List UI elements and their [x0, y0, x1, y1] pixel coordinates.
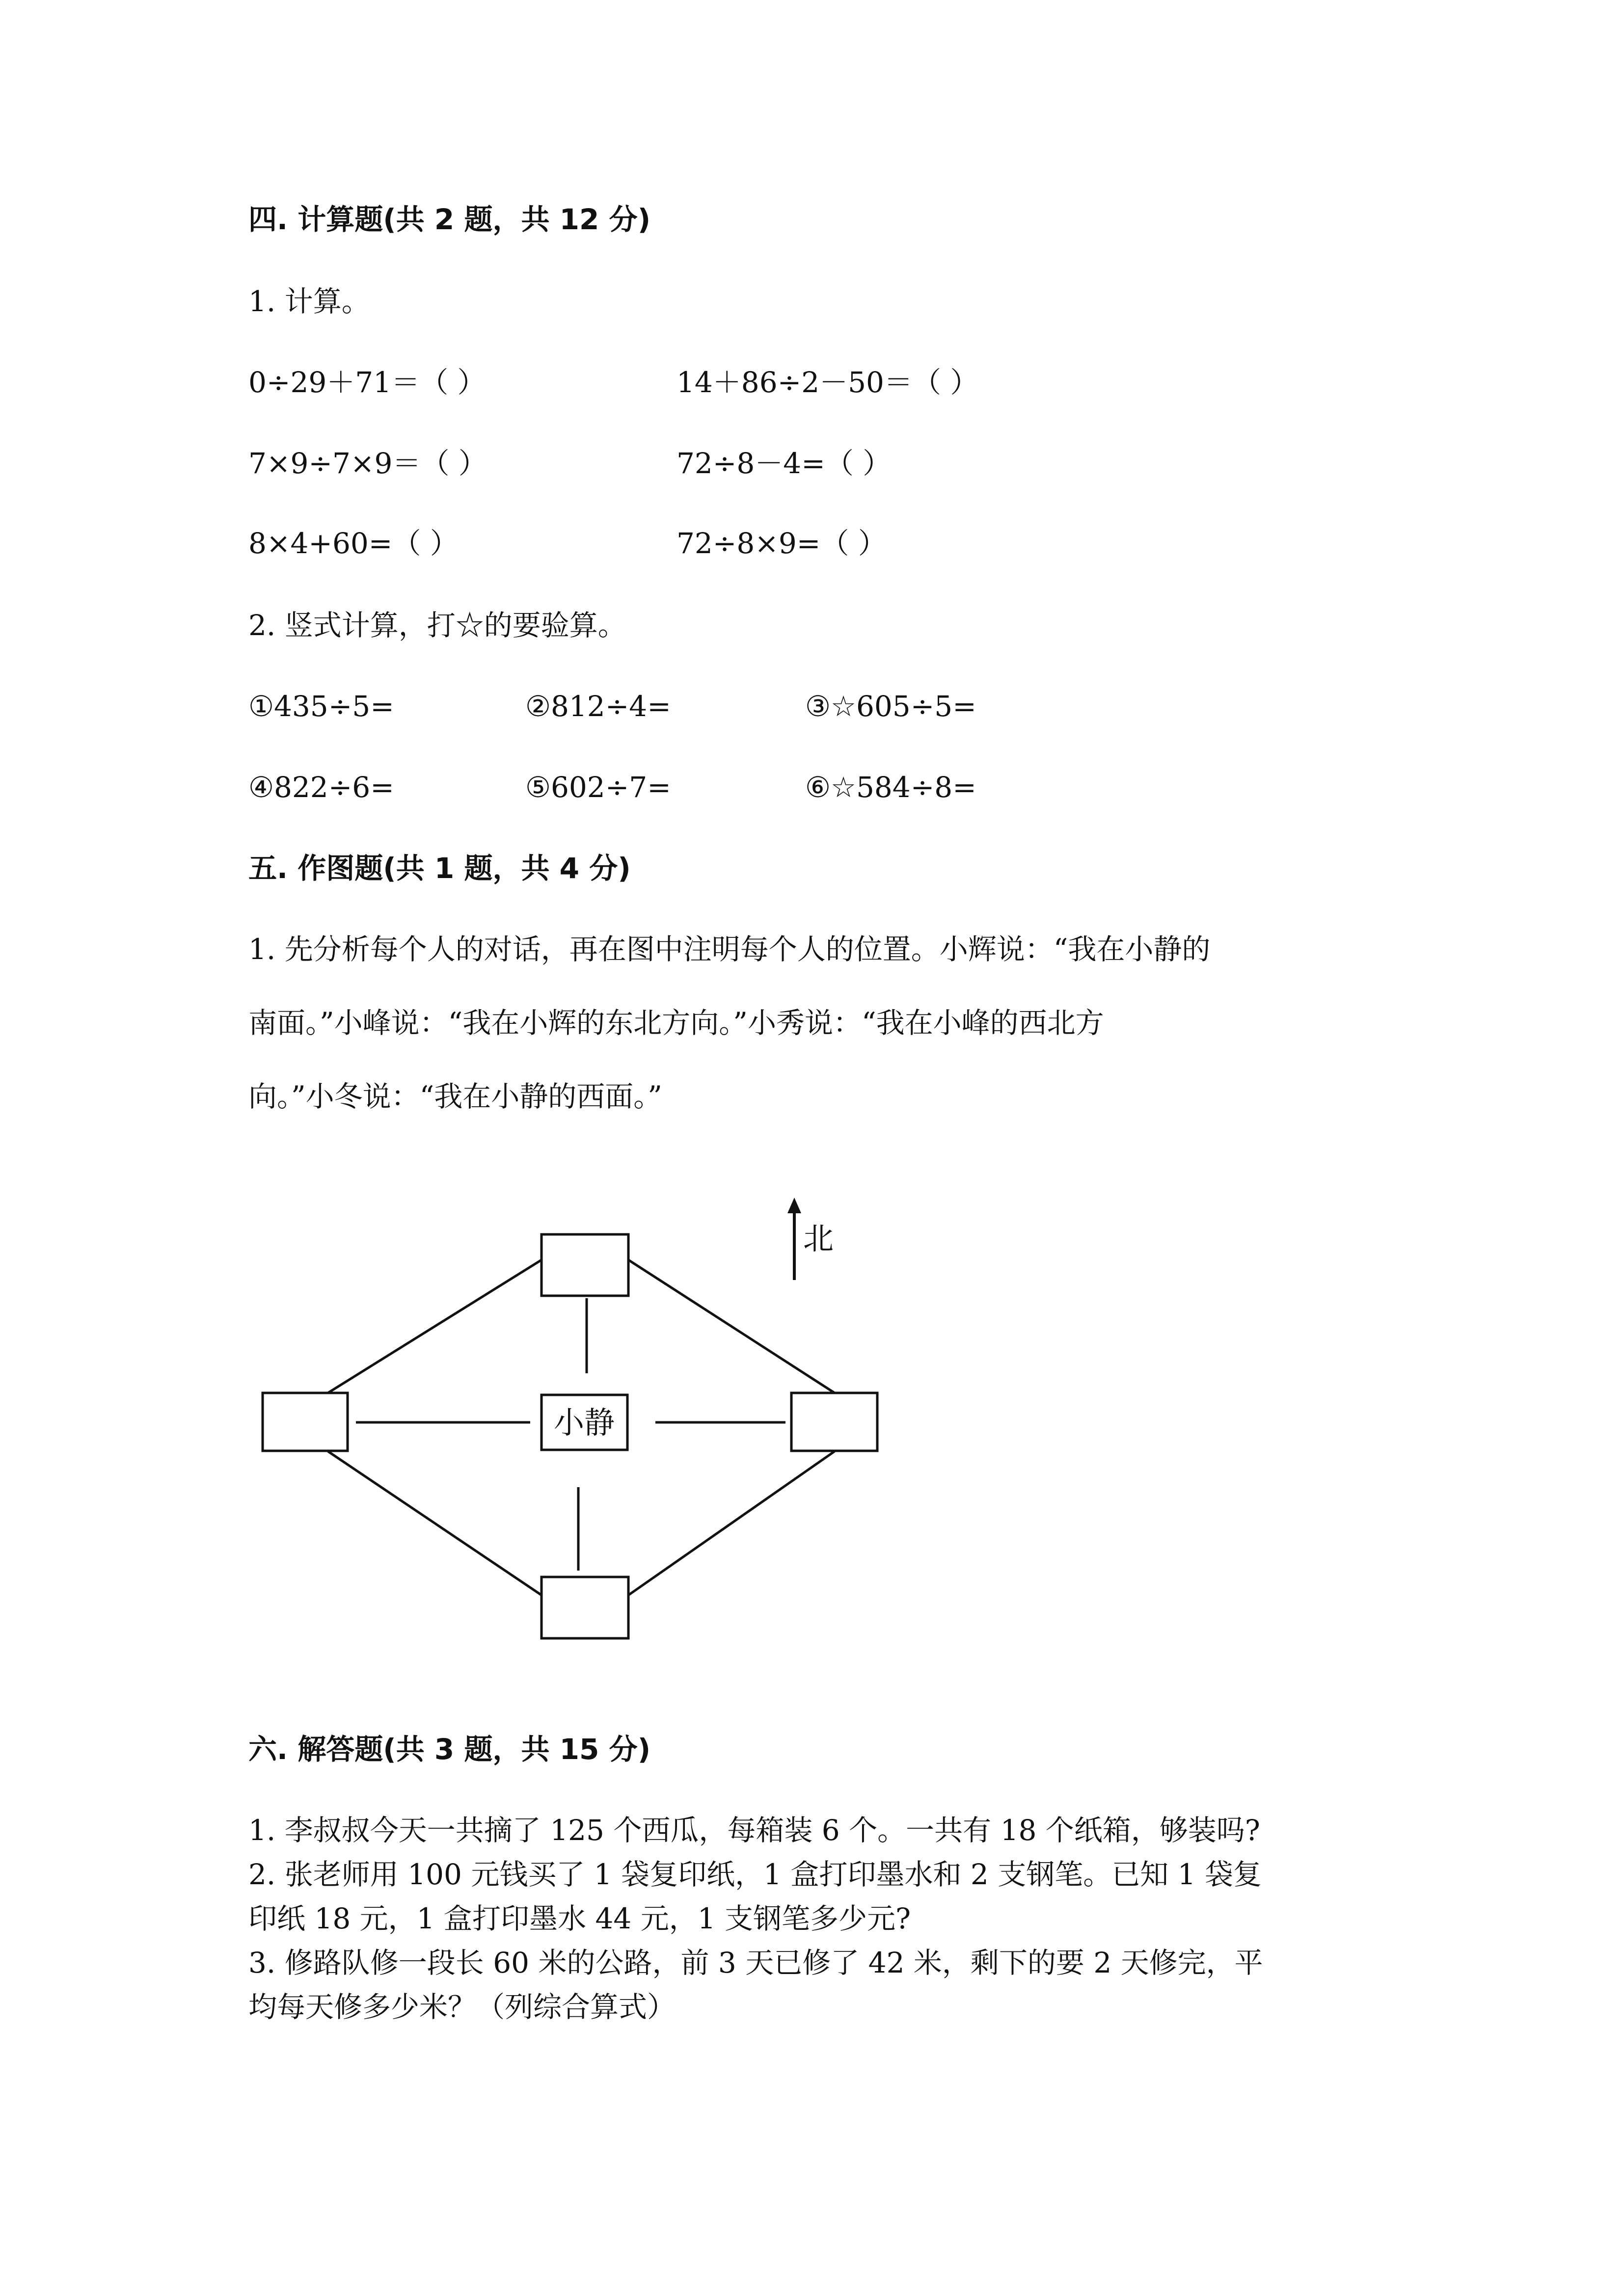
vertical-calc-item: ④822÷6=	[248, 771, 394, 804]
north-label: 北	[803, 1221, 834, 1256]
connector-line	[328, 1451, 541, 1595]
west-blank-box	[263, 1393, 348, 1451]
vertical-calc-item: ⑥☆584÷8=	[805, 771, 976, 804]
q6-text-line: 印纸 18 元，1 盒打印墨水 44 元，1 支钢笔多少元?	[248, 1902, 911, 1935]
calc-item: 72÷8－4=（ ）	[677, 447, 892, 480]
vertical-calc-item: ⑤602÷7=	[525, 771, 671, 804]
connector-line	[328, 1260, 541, 1393]
east-blank-box	[791, 1393, 877, 1451]
north-blank-box	[541, 1234, 628, 1296]
calc-item: 72÷8×9=（ ）	[677, 527, 887, 560]
calc-item: 14＋86÷2－50＝（ ）	[677, 366, 979, 399]
q2-prompt: 2. 竖式计算，打☆的要验算。	[248, 609, 626, 642]
north-arrow-head-icon	[787, 1198, 801, 1213]
center-label: 小静	[553, 1405, 615, 1441]
vertical-calc-item: ②812÷4=	[525, 690, 671, 723]
q6-text-line: 2. 张老师用 100 元钱买了 1 袋复印纸，1 盒打印墨水和 2 支钢笔。已知 1 袋复	[248, 1858, 1262, 1891]
q6-text-line: 3. 修路队修一段长 60 米的公路，前 3 天已修了 42 米，剩下的要 2 天修完，平	[248, 1946, 1263, 1979]
section5-heading: 五. 作图题(共 1 题，共 4 分)	[248, 852, 631, 885]
q5-text-line: 向。”小冬说：“我在小静的西面。”	[248, 1080, 662, 1113]
vertical-calc-item: ③☆605÷5=	[805, 690, 976, 723]
q6-text-line: 均每天修多少米？（列综合算式）	[248, 1990, 676, 2024]
q6-text-line: 1. 李叔叔今天一共摘了 125 个西瓜，每箱装 6 个。一共有 18 个纸箱，够装吗?	[248, 1814, 1260, 1847]
calc-item: 0÷29＋71＝（ ）	[248, 366, 486, 399]
q1-prompt: 1. 计算。	[248, 285, 370, 318]
connector-line	[628, 1451, 835, 1595]
calc-item: 8×4+60=（ ）	[248, 527, 459, 560]
calc-item: 7×9÷7×9＝（ ）	[248, 447, 487, 480]
q5-text-line: 1. 先分析每个人的对话，再在图中注明每个人的位置。小辉说：“我在小静的	[248, 933, 1211, 966]
section4-heading: 四. 计算题(共 2 题，共 12 分)	[248, 203, 651, 236]
connector-line	[628, 1260, 835, 1393]
section6-heading: 六. 解答题(共 3 题，共 15 分)	[248, 1733, 651, 1766]
q5-text-line: 南面。”小峰说：“我在小辉的东北方向。”小秀说：“我在小峰的西北方	[248, 1006, 1104, 1040]
vertical-calc-item: ①435÷5=	[248, 690, 394, 723]
south-blank-box	[541, 1577, 628, 1638]
